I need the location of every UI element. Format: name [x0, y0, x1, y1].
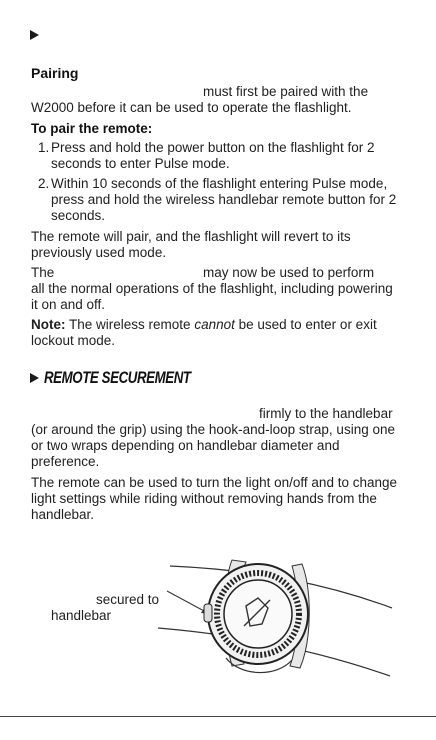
figure-callout-line1: secured to	[96, 592, 160, 607]
ops-prefix: The	[31, 265, 55, 280]
pair-result-line1: The remote will pair, and the flashlight will revert to its	[31, 229, 351, 244]
securement-para2-line2: light settings while riding without removing hands from the	[31, 491, 377, 506]
step-2-line3: seconds.	[51, 208, 106, 223]
step-1-line1: Press and hold the power button on the flashlight for 2	[51, 140, 375, 155]
securement-line1-rest: firmly to the handlebar	[259, 406, 393, 421]
figure-callout-line2: handlebar	[51, 608, 112, 623]
step-2-number: 2.	[38, 176, 50, 191]
handlebar-remote-illustration	[0, 540, 436, 740]
note-text-after: be used to enter or exit	[234, 317, 377, 332]
pair-remote-subheading: To pair the remote:	[31, 121, 153, 136]
remote-button	[224, 580, 292, 648]
step-1-line2: seconds to enter Pulse mode.	[51, 156, 230, 171]
securement-line4: preference.	[31, 454, 100, 469]
pairing-intro-line2: W2000 before it can be used to operate the flashlight.	[31, 100, 352, 115]
pairing-heading: Pairing	[31, 65, 79, 81]
note-label: Note:	[31, 317, 66, 332]
securement-para2-line3: handlebar.	[31, 507, 95, 522]
securement-para2-line1: The remote can be used to turn the light on/off and to change	[31, 475, 398, 490]
note-emphasis: cannot	[194, 317, 235, 332]
securement-line2: (or around the grip) using the hook-and-loop strap, using one	[31, 422, 395, 437]
callout-leader-line	[167, 591, 206, 612]
page-divider	[0, 716, 436, 717]
pair-result-line2: previously used mode.	[31, 245, 167, 260]
ops-line2: all the normal operations of the flashlight, including powering	[31, 281, 393, 296]
pairing-intro-line1: must first be paired with the	[203, 84, 369, 99]
step-2-line1: Within 10 seconds of the flashlight entering Pulse mode,	[51, 176, 388, 191]
securement-heading: REMOTE SECUREMENT	[44, 368, 191, 387]
step-2-line2: press and hold the wireless handlebar remote button for 2	[51, 192, 397, 207]
note-line2: lockout mode.	[31, 333, 116, 348]
securement-line3: or two wraps depending on handlebar diameter and	[31, 438, 340, 453]
step-1-number: 1.	[38, 140, 50, 155]
note-text-before: The wireless remote	[65, 317, 195, 332]
ops-line3: it on and off.	[31, 297, 106, 312]
section-marker-icon	[30, 373, 39, 383]
remote-side-bump	[204, 604, 212, 622]
section-marker-icon	[30, 30, 39, 40]
ops-line1-rest: may now be used to perform	[203, 265, 375, 280]
